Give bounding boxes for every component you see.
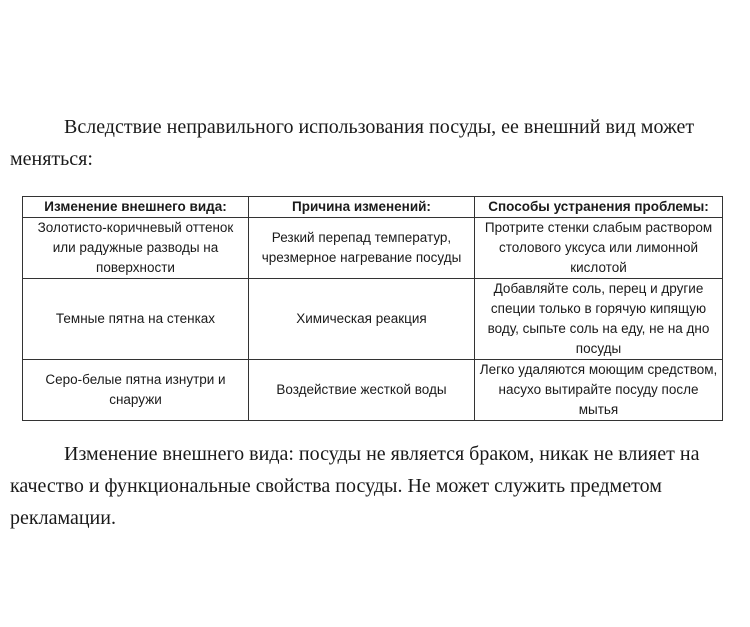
header-solution: Способы устранения проблемы:	[475, 197, 723, 218]
header-cause: Причина изменений:	[249, 197, 475, 218]
table-row	[23, 360, 723, 421]
cell-appearance: Золотисто-коричневый оттенок или радужные разводы на поверхности	[23, 218, 249, 279]
intro-text: Вследствие неправильного использования посуды, ее внешний вид может меняться:	[10, 116, 695, 170]
table-row	[23, 218, 723, 279]
cell-appearance: Темные пятна на стенках	[23, 279, 249, 360]
table-row	[23, 279, 723, 360]
outro-paragraph	[10, 438, 742, 534]
cell-cause: Резкий перепад температур, чрезмерное нагревание посуды	[249, 218, 475, 279]
header-appearance-change: Изменение внешнего вида:	[23, 197, 249, 218]
cell-solution: Легко удаляются моющим средством, насухо вытирайте посуду после мытья	[475, 360, 723, 421]
cell-solution: Протрите стенки слабым раствором столового уксуса или лимонной кислотой	[475, 218, 723, 279]
cell-cause: Воздействие жесткой воды	[249, 360, 475, 421]
intro-paragraph	[10, 111, 742, 175]
outro-text: Изменение внешнего вида: посуды не является браком, никак не влияет на качество и функциональные свойства посуды. Не может служить предметом рекламации.	[10, 443, 700, 529]
cell-cause: Химическая реакция	[249, 279, 475, 360]
cell-appearance: Серо-белые пятна изнутри и снаружи	[23, 360, 249, 421]
table-header-row	[23, 197, 723, 218]
appearance-table	[22, 196, 723, 421]
cell-solution: Добавляйте соль, перец и другие специи только в горячую кипящую воду, сыпьте соль на еду, не на дно посуды	[475, 279, 723, 360]
